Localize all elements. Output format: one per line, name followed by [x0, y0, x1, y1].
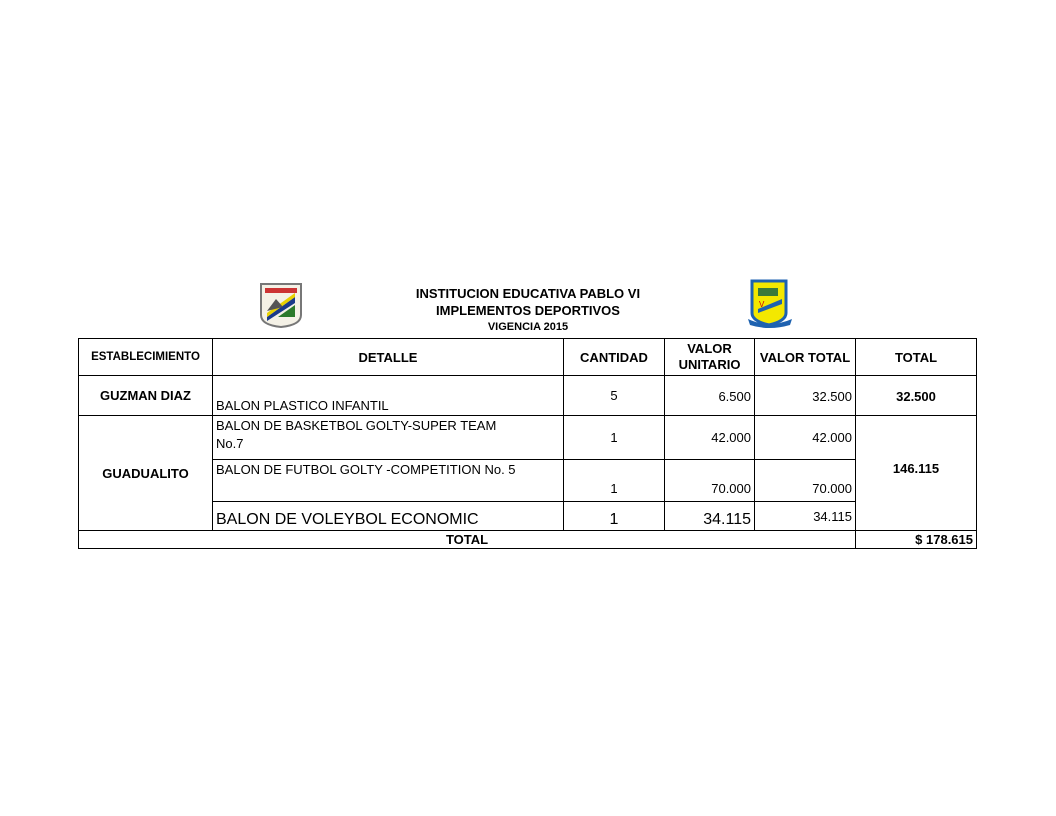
header-valor-unitario	[664, 338, 755, 376]
establecimiento-name: GUADUALITO	[102, 465, 189, 481]
footer-total-label-cell	[78, 530, 856, 549]
valor-total-value: 42.000	[812, 430, 852, 445]
cantidad-cell	[563, 501, 665, 531]
document-title: INSTITUCION EDUCATIVA PABLO VI	[415, 286, 641, 301]
cantidad-value: 1	[610, 430, 618, 445]
header-text: DETALLE	[358, 349, 418, 365]
unitario-value: 70.000	[711, 481, 751, 496]
cantidad-cell	[563, 459, 665, 502]
header-cantidad	[563, 338, 665, 376]
header-establecimiento	[78, 338, 213, 376]
document-subtitle: IMPLEMENTOS DEPORTIVOS	[436, 303, 620, 318]
valor-total-value: 34.115	[813, 509, 852, 524]
cantidad-value: 1	[609, 511, 619, 528]
right-school-crest-logo	[746, 279, 796, 329]
detalle-cell	[212, 415, 564, 460]
grand-total-value: $ 178.615	[915, 532, 973, 547]
detalle-cell	[212, 501, 564, 531]
header-text: TOTAL	[894, 349, 938, 365]
valor-total-cell	[754, 459, 856, 502]
group-total-value: 32.500	[896, 389, 936, 404]
valor-total-value: 70.000	[812, 481, 852, 496]
svg-text:V: V	[759, 300, 765, 309]
establecimiento-cell	[78, 415, 213, 531]
unitario-value: 42.000	[711, 430, 751, 445]
detalle-cell	[212, 459, 564, 502]
detalle-text: BALON DE BASKETBOL GOLTY-SUPER TEAM	[216, 418, 497, 433]
valor-total-cell	[754, 375, 856, 416]
header-text: VALOR TOTAL	[759, 349, 851, 365]
header-text: CANTIDAD	[580, 349, 648, 365]
cantidad-cell	[563, 415, 665, 460]
detalle-text: BALON DE FUTBOL GOLTY -COMPETITION No. 5	[216, 462, 516, 477]
footer-total-value-cell	[855, 530, 977, 549]
valor-total-value: 32.500	[812, 389, 852, 404]
group-total-cell	[855, 415, 977, 531]
unitario-value: 34.115	[703, 511, 751, 528]
footer-total-label: TOTAL	[445, 532, 489, 547]
unitario-cell	[664, 375, 755, 416]
unitario-cell	[664, 415, 755, 460]
cantidad-cell	[563, 375, 665, 416]
cantidad-value: 5	[610, 388, 618, 403]
cantidad-value: 1	[610, 481, 618, 496]
unitario-cell	[664, 459, 755, 502]
header-detalle	[212, 338, 564, 376]
valor-total-cell	[754, 415, 856, 460]
detalle-text: BALON PLASTICO INFANTIL	[216, 398, 389, 413]
group-total-value: 146.115	[892, 460, 940, 476]
detalle-cell	[212, 375, 564, 416]
header-total	[855, 338, 977, 376]
valor-total-cell	[754, 501, 856, 531]
detalle-text: BALON DE VOLEYBOL ECONOMIC	[216, 511, 479, 528]
establecimiento-cell	[78, 375, 213, 416]
header-valor-total	[754, 338, 856, 376]
detalle-text: No.7	[216, 436, 244, 451]
left-school-crest-logo	[258, 281, 304, 329]
header-text: ESTABLECIMIENTO	[91, 351, 200, 363]
establecimiento-name: GUZMAN DIAZ	[100, 388, 191, 403]
document-period: VIGENCIA 2015	[487, 321, 569, 333]
unitario-cell	[664, 501, 755, 531]
group-total-cell	[855, 375, 977, 416]
header-text: UNITARIO	[678, 357, 741, 372]
header-text: VALOR	[687, 341, 732, 356]
unitario-value: 6.500	[718, 389, 751, 404]
